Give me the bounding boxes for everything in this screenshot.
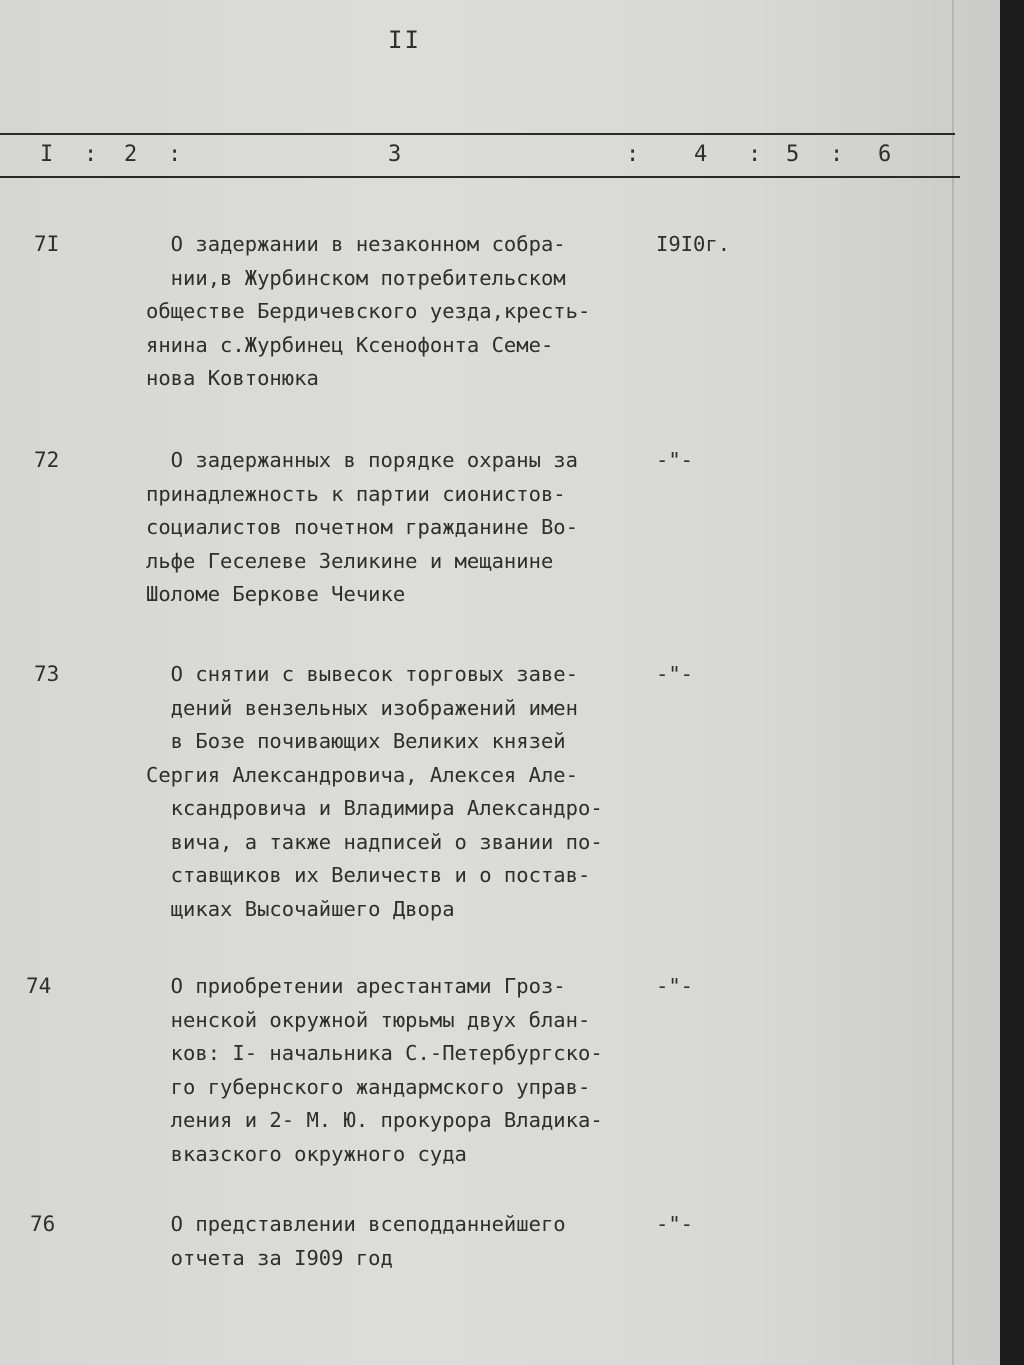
entry-line: Сергия Александровича, Алексея Але- xyxy=(146,762,578,787)
entry-date: -"- xyxy=(656,662,694,686)
entry-line: вича, а также надписей о звании по- xyxy=(146,829,603,854)
entry-line: дений вензельных изображений имен xyxy=(146,695,578,720)
entry-line: отчета за I909 год xyxy=(146,1245,393,1270)
entry-date: -"- xyxy=(656,1212,694,1236)
column-separator: : xyxy=(830,142,844,167)
entry-date: I9I0г. xyxy=(656,232,731,256)
column-header-4: 4 xyxy=(694,142,708,167)
entry-number: 74 xyxy=(26,974,52,998)
column-separator: : xyxy=(626,142,640,167)
entry-description xyxy=(146,658,646,926)
column-separator: : xyxy=(84,142,98,167)
entry-description xyxy=(146,444,646,612)
entry-line: О снятии с вывесок торговых заве- xyxy=(146,662,578,686)
entry-date: -"- xyxy=(656,974,694,998)
entry-line: Шоломе Беркове Чечике xyxy=(146,582,406,606)
page-edge xyxy=(952,0,954,1365)
column-header-3: 3 xyxy=(388,142,402,167)
entry-line: социалистов почетном гражданине Во- xyxy=(146,515,578,539)
entry-line: вказского окружного суда xyxy=(146,1141,467,1166)
entry-line: принадлежность к партии сионистов- xyxy=(146,481,566,506)
entry-line: нии,в Журбинском потребительском xyxy=(146,265,566,290)
column-header-6: 6 xyxy=(878,142,892,167)
entry-line: обществе Бердичевского уезда,кресть- xyxy=(146,299,591,323)
entry-line: ставщиков их Величеств и о постав- xyxy=(146,863,591,887)
entry-line: нова Ковтонюка xyxy=(146,366,319,390)
entry-description xyxy=(146,1208,646,1275)
column-header-1: I xyxy=(40,142,54,167)
entry-line: в Бозе почивающих Великих князей xyxy=(146,729,566,753)
column-separator: : xyxy=(168,142,182,167)
entry-line: янина с.Журбинец Ксенофонта Семе- xyxy=(146,332,554,357)
entry-date: -"- xyxy=(656,448,694,472)
header-rule-top xyxy=(0,133,955,135)
entry-line: О задержании в незаконном собра- xyxy=(146,232,566,256)
entry-line: ксандровича и Владимира Александро- xyxy=(146,796,603,820)
entry-number: 73 xyxy=(34,662,60,686)
header-rule-bottom xyxy=(0,176,960,178)
column-separator: : xyxy=(748,142,762,167)
entry-description xyxy=(146,228,646,396)
sheet-number: II xyxy=(388,26,421,54)
entry-line: О представлении всеподданнейшего xyxy=(146,1212,566,1236)
entry-line: щиках Высочайшего Двора xyxy=(146,896,455,921)
entry-line: ков: I- начальника С.-Петербургско- xyxy=(146,1041,603,1065)
entry-description xyxy=(146,970,646,1171)
entry-number: 76 xyxy=(30,1212,56,1236)
entry-number: 7I xyxy=(34,232,60,256)
entry-line: го губернского жандармского управ- xyxy=(146,1074,591,1099)
entry-line: ненской окружной тюрьмы двух блан- xyxy=(146,1007,591,1032)
entry-line: льфе Геселеве Зеликине и мещанине xyxy=(146,548,554,573)
column-header-2: 2 xyxy=(124,142,138,167)
entry-line: О задержанных в порядке охраны за xyxy=(146,448,578,472)
entry-number: 72 xyxy=(34,448,60,472)
column-header-5: 5 xyxy=(786,142,800,167)
entry-line: О приобретении арестантами Гроз- xyxy=(146,974,566,998)
entry-line: ления и 2- М. Ю. прокурора Владика- xyxy=(146,1108,603,1132)
